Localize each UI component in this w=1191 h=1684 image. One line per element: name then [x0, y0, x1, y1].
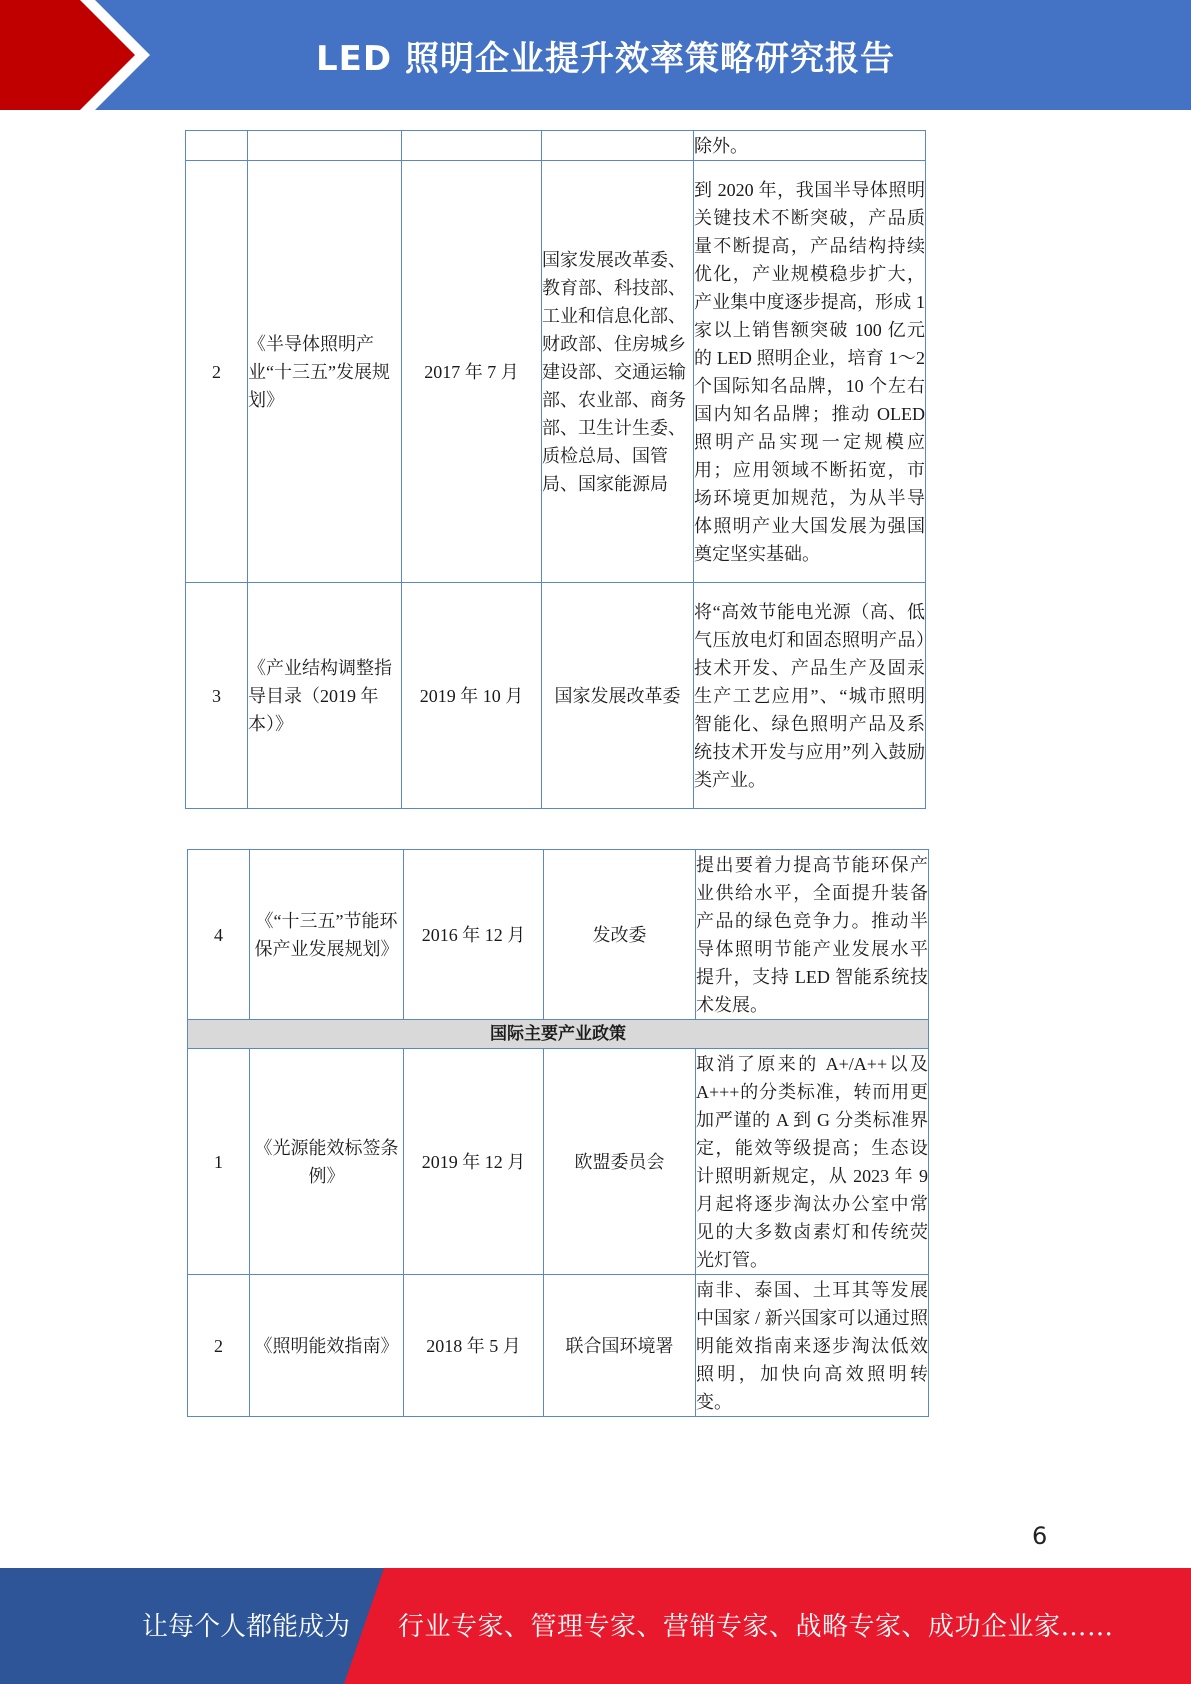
cell-no: 4 [188, 850, 250, 1020]
cell-dept: 国家发展改革委、教育部、科技部、工业和信息化部、财政部、住房城乡建设部、交通运输部、农业部、商务部、卫生计生委、质检总局、国管局、国家能源局 [542, 161, 694, 583]
policy-table-international [187, 849, 929, 1417]
cell-no [186, 131, 248, 161]
page-header [0, 0, 1191, 110]
cell-no: 2 [188, 1275, 250, 1417]
cell-dept: 联合国环境署 [544, 1275, 696, 1417]
cell-name: 《产业结构调整指导目录（2019 年本）》 [248, 583, 402, 809]
cell-dept: 国家发展改革委 [542, 583, 694, 809]
cell-date: 2019 年 12 月 [404, 1049, 544, 1275]
cell-dept: 欧盟委员会 [544, 1049, 696, 1275]
cell-name: 《半导体照明产业“十三五”发展规划》 [248, 161, 402, 583]
cell-content: 提出要着力提高节能环保产业供给水平，全面提升装备产品的绿色竞争力。推动半导体照明节能产业发展水平提升，支持 LED 智能系统技术发展。 [696, 850, 929, 1020]
cell-date: 2017 年 7 月 [402, 161, 542, 583]
table-row [186, 131, 926, 161]
cell-content: 取消了原来的 A+/A++以及 A+++的分类标准，转而用更加严谨的 A 到 G 分类标准界定，能效等级提高；生态设计照明新规定，从 2023 年 9 月起将逐步淘汰办公室中常见的大多数卤素灯和传统荧光灯管。 [696, 1049, 929, 1275]
cell-date: 2016 年 12 月 [404, 850, 544, 1020]
table-row [188, 1275, 929, 1417]
cell-content: 到 2020 年，我国半导体照明关键技术不断突破，产品质量不断提高，产品结构持续优化，产业规模稳步扩大，产业集中度逐步提高，形成 1 家以上销售额突破 100 亿元的 LED 照明企业，培育 1～2 个国际知名品牌，10 个左右国内知名品牌；推动 OLED 照明产品实现一定规模应用；应用领域不断拓宽，市场环境更加规范，为从半导体照明产业大国发展为强国奠定坚实基础。 [694, 161, 926, 583]
cell-name [248, 131, 402, 161]
cell-no: 3 [186, 583, 248, 809]
page-number: 6 [1032, 1522, 1048, 1550]
table-row [188, 1049, 929, 1275]
table-row [188, 850, 929, 1020]
cell-content: 除外。 [694, 131, 926, 161]
cell-name: 《“十三五”节能环保产业发展规划》 [250, 850, 404, 1020]
cell-name: 《照明能效指南》 [250, 1275, 404, 1417]
table-row [186, 583, 926, 809]
policy-table-domestic [185, 130, 926, 809]
report-title: LED 照明企业提升效率策略研究报告 [316, 38, 895, 79]
section-title: 国际主要产业政策 [188, 1020, 929, 1049]
footer-slogan-left: 让每个人都能成为 [142, 1612, 351, 1642]
cell-dept [542, 131, 694, 161]
page-footer [0, 1568, 1191, 1684]
cell-name: 《光源能效标签条例》 [250, 1049, 404, 1275]
cell-date: 2018 年 5 月 [404, 1275, 544, 1417]
cell-no: 1 [188, 1049, 250, 1275]
cell-content: 将“高效节能电光源（高、低气压放电灯和固态照明产品）技术开发、产品生产及固汞生产工艺应用”、“城市照明智能化、绿色照明产品及系统技术开发与应用”列入鼓励类产业。 [694, 583, 926, 809]
cell-no: 2 [186, 161, 248, 583]
cell-date [402, 131, 542, 161]
cell-content: 南非、泰国、土耳其等发展中国家 / 新兴国家可以通过照明能效指南来逐步淘汰低效照明，加快向高效照明转变。 [696, 1275, 929, 1417]
footer-slogan-right: 行业专家、管理专家、营销专家、战略专家、成功企业家…… [398, 1612, 1114, 1642]
cell-dept: 发改委 [544, 850, 696, 1020]
cell-date: 2019 年 10 月 [402, 583, 542, 809]
table-row [186, 161, 926, 583]
section-row [188, 1020, 929, 1049]
